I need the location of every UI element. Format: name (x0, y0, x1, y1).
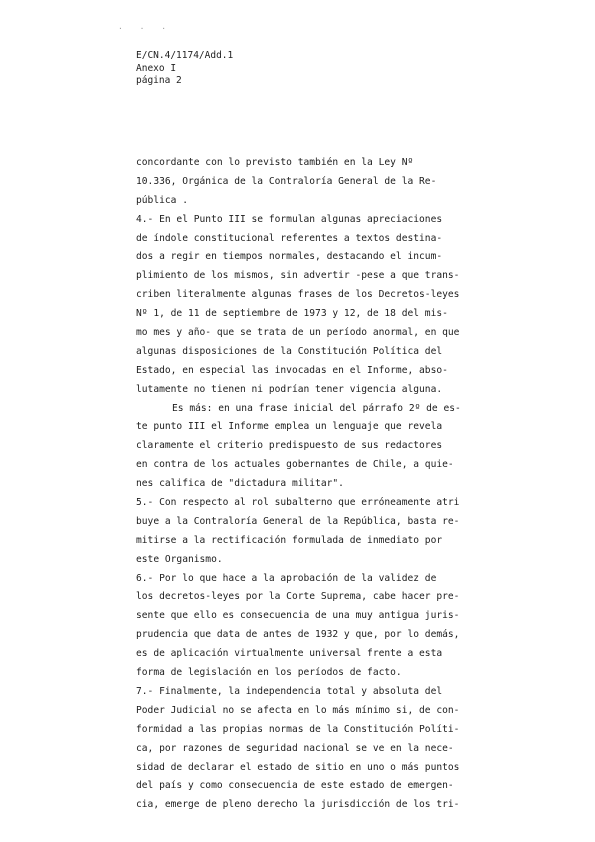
body-line: te punto III el Informe emplea un lenguaje que revela (136, 421, 443, 433)
corner-marks: . . . (118, 22, 173, 31)
body-line: prudencia que data de antes de 1932 y que, por lo demás, (136, 629, 460, 641)
body-line: mitirse a la rectificación formulada de inmediato por (136, 534, 443, 546)
annex-label: Anexo I (136, 62, 177, 74)
page-label: página 2 (136, 75, 182, 86)
body-line: criben literalmente algunas frases de los Decretos-leyes (136, 289, 460, 301)
body-line: en contra de los actuales gobernantes de Chile, a quie- (136, 459, 454, 471)
body-line: los decretos-leyes por la Corte Suprema, cabe hacer pre- (136, 591, 460, 603)
body-line: ca, por razones de seguridad nacional se ve en la nece- (136, 742, 454, 754)
body-line: 10.336, Orgánica de la Contraloría General de la Re- (136, 175, 437, 187)
body-line: plimiento de los mismos, sin advertir -pese a que trans- (136, 270, 460, 282)
body-line: cia, emerge de pleno derecho la jurisdicción de los tri- (136, 799, 460, 811)
body-line: 4.- En el Punto III se formulan algunas apreciaciones (136, 213, 443, 225)
body-line: concordante con lo previsto también en la Ley Nº (136, 157, 414, 168)
body-line: algunas disposiciones de la Constitución Política del (136, 345, 443, 357)
body-line: 6.- Por lo que hace a la aprobación de la validez de (136, 572, 437, 584)
body-line: mo mes y año- que se trata de un período anormal, en que (136, 327, 460, 339)
body-line: forma de legislación en los períodos de facto. (136, 667, 402, 679)
body-line: buye a la Contraloría General de la República, basta re- (136, 515, 460, 527)
body-line: sente que ello es consecuencia de una muy antigua juris- (136, 610, 460, 622)
body-line: Nº 1, de 11 de septiembre de 1973 y 12, de 18 del mis- (136, 308, 448, 320)
body-line: 7.- Finalmente, la independencia total y absoluta del (136, 685, 443, 697)
document-header (136, 50, 233, 88)
body-line: claramente el criterio predispuesto de sus redactores (136, 440, 443, 452)
body-line: Es más: en una frase inicial del párrafo 2º de es- (172, 402, 461, 414)
body-line: de índole constitucional referentes a textos destina- (136, 232, 443, 244)
document-symbol: E/CN.4/1174/Add.1 (136, 50, 234, 61)
body-line: formidad a las propias normas de la Constitución Políti- (136, 723, 460, 735)
body-line: este Organismo. (136, 553, 223, 565)
body-line: nes califica de "dictadura militar". (136, 478, 344, 490)
body-line: Poder Judicial no se afecta en lo más mínimo si, de con- (136, 704, 460, 716)
body-line: 5.- Con respecto al rol subalterno que erróneamente atri (136, 497, 460, 509)
body-line: sidad de declarar el estado de sitio en uno o más puntos (136, 761, 460, 773)
body-line: del país y como consecuencia de este estado de emergen- (136, 780, 454, 792)
document-body (136, 154, 516, 815)
body-line: lutamente no tienen ni podrían tener vigencia alguna. (136, 383, 443, 395)
body-line: es de aplicación virtualmente universal frente a esta (136, 648, 443, 660)
body-line: dos a regir en tiempos normales, destacando el incum- (136, 251, 443, 263)
body-line: Estado, en especial las invocadas en el Informe, abso- (136, 364, 448, 376)
body-line: pública . (136, 194, 188, 206)
